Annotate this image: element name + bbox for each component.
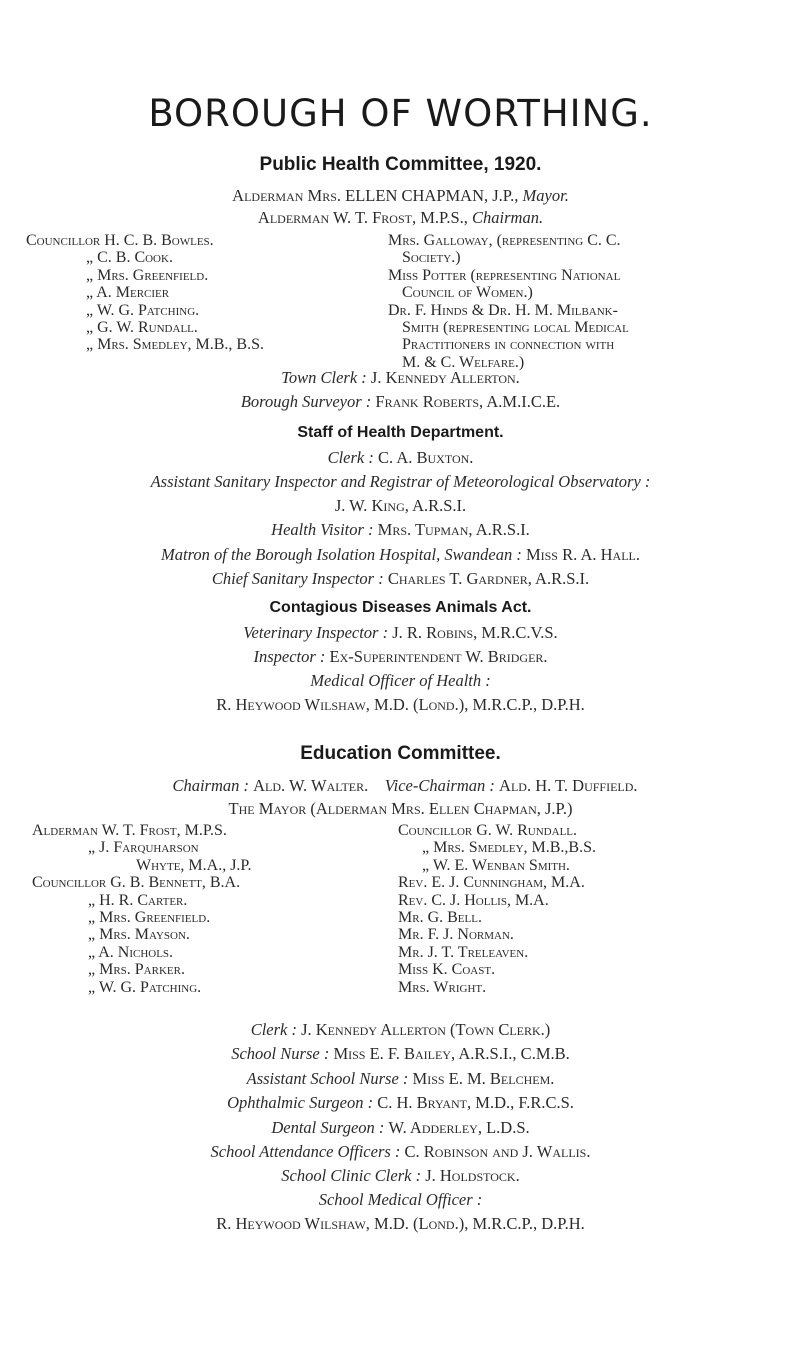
- list-item: Dr. F. Hinds & Dr. H. M. Milbank-: [388, 301, 618, 319]
- moh-name: R. Heywood Wilshaw, M.D. (Lond.), M.R.C.P., D.P.H.: [216, 695, 585, 714]
- list-item: „ C. B. Cook.: [86, 249, 173, 267]
- list-item: Councillor H. C. B. Bowles.: [26, 232, 214, 249]
- list-item: „ W. G. Patching.: [86, 301, 200, 319]
- list-item: Whyte, M.A., J.P.: [136, 856, 252, 874]
- inspector-line: Inspector : Ex-Superintendent W. Bridger.: [253, 647, 548, 666]
- list-item: Mrs. Wright.: [398, 978, 487, 996]
- list-item: „ H. R. Carter.: [88, 891, 188, 909]
- vet-inspector-line: Veterinary Inspector : J. R. Robins, M.R.C.V.S.: [243, 623, 558, 642]
- health-committee-right-column: [388, 232, 629, 371]
- list-item: Rev. E. J. Cunningham, M.A.: [398, 874, 585, 892]
- list-item: Councillor G. B. Bennett, B.A.: [32, 874, 241, 892]
- list-item: „ J. Farquharson: [88, 839, 199, 857]
- list-item: Alderman W. T. Frost, M.P.S.: [32, 822, 227, 839]
- chairman-line: Alderman W. T. Frost, M.P.S., Chairman.: [257, 208, 544, 227]
- list-item: Miss K. Coast.: [398, 961, 496, 979]
- list-item: „ Mrs. Greenfield.: [88, 909, 211, 927]
- mayor-line: Alderman Mrs. ELLEN CHAPMAN, J.P., Mayor.: [232, 186, 569, 205]
- education-chair-line: Chairman : Ald. W. Walter. Vice-Chairman : Ald. H. T. Duffield.: [172, 776, 638, 795]
- education-heading: Education Committee.: [300, 743, 501, 764]
- list-item: „ A. Nichols.: [88, 943, 174, 961]
- list-item: „ Mrs. Parker.: [88, 961, 185, 979]
- list-item: „ G. W. Rundall.: [86, 319, 198, 337]
- clinic-clerk-line: School Clinic Clerk : J. Holdstock.: [281, 1166, 520, 1185]
- health-committee-left-column: [26, 232, 264, 354]
- page-title: BOROUGH OF WORTHING.: [148, 92, 653, 135]
- list-item: Smith (representing local Medical: [402, 319, 629, 337]
- list-item: „ Mrs. Smedley, M.B., B.S.: [86, 336, 264, 354]
- list-item: Practitioners in connection with: [402, 336, 615, 354]
- contagious-heading: Contagious Diseases Animals Act.: [269, 599, 532, 616]
- staff-clerk-line: Clerk : C. A. Buxton.: [327, 448, 474, 467]
- ophthalmic-surgeon-line: Ophthalmic Surgeon : C. H. Bryant, M.D., F.R.C.S.: [227, 1093, 574, 1112]
- assistant-inspector-line: Assistant Sanitary Inspector and Registrar of Meteorological Observatory :: [150, 472, 651, 491]
- health-committee-heading: Public Health Committee, 1920.: [259, 154, 542, 175]
- list-item: Council of Women.): [402, 284, 533, 302]
- surveyor-line: Borough Surveyor : Frank Roberts, A.M.I.C.E.: [240, 392, 561, 411]
- list-item: „ A. Mercier: [86, 284, 170, 302]
- matron-line: Matron of the Borough Isolation Hospital, Swandean : Miss R. A. Hall.: [160, 545, 640, 564]
- list-item: „ Mrs. Mayson.: [88, 926, 190, 944]
- list-item: Councillor G. W. Rundall.: [398, 822, 578, 839]
- education-clerk-line: Clerk : J. Kennedy Allerton (Town Clerk.): [250, 1020, 551, 1039]
- list-item: „ W. G. Patching.: [88, 978, 202, 996]
- attendance-officers-line: School Attendance Officers : C. Robinson and J. Wallis.: [210, 1142, 591, 1161]
- town-clerk-line: Town Clerk : J. Kennedy Allerton.: [281, 368, 520, 387]
- list-item: Mr. G. Bell.: [398, 909, 482, 927]
- assistant-inspector-name: J. W. King, A.R.S.I.: [334, 496, 467, 515]
- smo-name: R. Heywood Wilshaw, M.D. (Lond.), M.R.C.P., D.P.H.: [216, 1214, 585, 1233]
- list-item: Society.): [402, 249, 461, 267]
- chief-inspector-line: Chief Sanitary Inspector : Charles T. Gardner, A.R.S.I.: [211, 569, 590, 588]
- dental-surgeon-line: Dental Surgeon : W. Adderley, L.D.S.: [271, 1118, 530, 1137]
- list-item: „ Mrs. Smedley, M.B.,B.S.: [422, 839, 596, 857]
- staff-heading: Staff of Health Department.: [297, 424, 504, 441]
- assistant-nurse-line: Assistant School Nurse : Miss E. M. Belchem.: [246, 1069, 555, 1088]
- list-item: Mr. J. T. Treleaven.: [398, 943, 529, 961]
- school-nurse-line: School Nurse : Miss E. F. Bailey, A.R.S.I., C.M.B.: [231, 1044, 570, 1063]
- moh-label: Medical Officer of Health :: [310, 671, 491, 690]
- list-item: M. & C. Welfare.): [402, 353, 525, 371]
- list-item: Mrs. Galloway, (representing C. C.: [388, 232, 621, 249]
- list-item: Mr. F. J. Norman.: [398, 926, 514, 944]
- education-mayor-line: The Mayor (Alderman Mrs. Ellen Chapman, J.P.): [228, 799, 573, 818]
- list-item: Rev. C. J. Hollis, M.A.: [398, 891, 549, 909]
- list-item: „ Mrs. Greenfield.: [86, 266, 209, 284]
- education-right-column: [398, 822, 596, 996]
- health-visitor-line: Health Visitor : Mrs. Tupman, A.R.S.I.: [271, 520, 530, 539]
- list-item: „ W. E. Wenban Smith.: [422, 856, 570, 874]
- smo-label: School Medical Officer :: [318, 1190, 483, 1209]
- list-item: Miss Potter (representing National: [388, 266, 621, 284]
- education-left-column: [32, 822, 252, 996]
